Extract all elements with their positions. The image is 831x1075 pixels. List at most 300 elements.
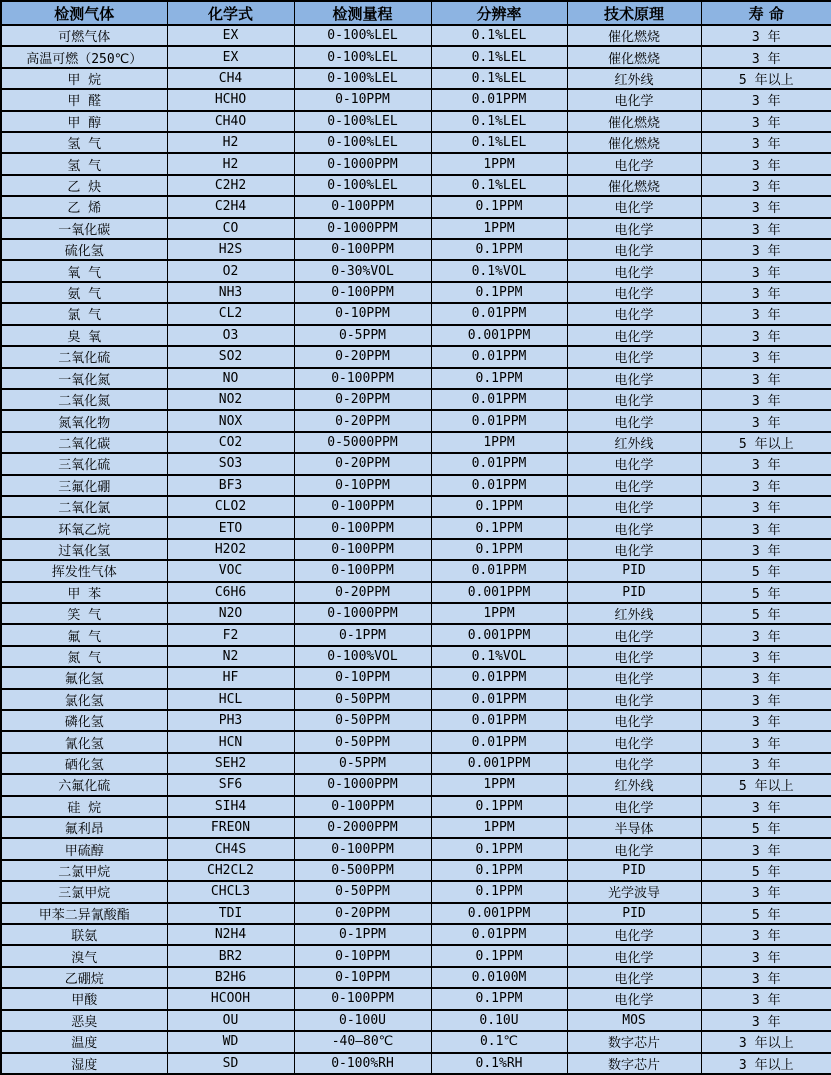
cell-lifespan: 3 年 — [701, 838, 831, 859]
column-header-gas: 检测气体 — [1, 1, 167, 25]
table-row — [1, 282, 831, 303]
cell-formula: CH4O — [167, 111, 294, 132]
cell-gas-name: 乙 炔 — [1, 175, 167, 196]
cell-range: 0-20PPM — [294, 453, 431, 474]
table-row — [1, 817, 831, 838]
column-header-formula: 化学式 — [167, 1, 294, 25]
cell-lifespan: 5 年以上 — [701, 774, 831, 795]
cell-principle: 半导体 — [567, 817, 701, 838]
cell-formula: PH3 — [167, 710, 294, 731]
cell-range: 0-5PPM — [294, 753, 431, 774]
cell-lifespan: 3 年 — [701, 539, 831, 560]
cell-gas-name: 挥发性气体 — [1, 560, 167, 581]
cell-range: 0-10PPM — [294, 475, 431, 496]
cell-principle: 电化学 — [567, 796, 701, 817]
cell-lifespan: 3 年 — [701, 325, 831, 346]
cell-gas-name: 氟利昂 — [1, 817, 167, 838]
cell-formula: SF6 — [167, 774, 294, 795]
cell-principle: 电化学 — [567, 624, 701, 645]
cell-range: 0-50PPM — [294, 881, 431, 902]
cell-range: 0-1000PPM — [294, 603, 431, 624]
cell-lifespan: 3 年 — [701, 881, 831, 902]
cell-formula: HF — [167, 667, 294, 688]
cell-range: 0-1PPM — [294, 924, 431, 945]
table-row — [1, 325, 831, 346]
cell-formula: CH4 — [167, 68, 294, 89]
cell-resolution: 0.01PPM — [431, 710, 567, 731]
cell-principle: 电化学 — [567, 988, 701, 1009]
cell-formula: CL2 — [167, 303, 294, 324]
cell-principle: 催化燃烧 — [567, 175, 701, 196]
cell-range: 0-100PPM — [294, 239, 431, 260]
cell-resolution: 0.1PPM — [431, 496, 567, 517]
cell-lifespan: 3 年 — [701, 667, 831, 688]
cell-formula: BF3 — [167, 475, 294, 496]
cell-principle: 数字芯片 — [567, 1053, 701, 1075]
cell-principle: 电化学 — [567, 153, 701, 174]
cell-range: -40—80℃ — [294, 1031, 431, 1052]
cell-principle: 电化学 — [567, 517, 701, 538]
cell-range: 0-100PPM — [294, 282, 431, 303]
cell-range: 0-1PPM — [294, 624, 431, 645]
cell-range: 0-100%VOL — [294, 646, 431, 667]
cell-lifespan: 3 年 — [701, 89, 831, 110]
cell-gas-name: 氰化氢 — [1, 731, 167, 752]
cell-gas-name: 臭 氧 — [1, 325, 167, 346]
cell-resolution: 0.1%VOL — [431, 260, 567, 281]
cell-gas-name: 三氧化硫 — [1, 453, 167, 474]
cell-gas-name: 甲 醇 — [1, 111, 167, 132]
cell-resolution: 0.1%LEL — [431, 25, 567, 46]
table-row — [1, 389, 831, 410]
cell-principle: 电化学 — [567, 282, 701, 303]
cell-lifespan: 5 年以上 — [701, 432, 831, 453]
column-header-range: 检测量程 — [294, 1, 431, 25]
cell-formula: H2 — [167, 153, 294, 174]
table-row — [1, 1010, 831, 1031]
cell-principle: 电化学 — [567, 924, 701, 945]
cell-formula: OU — [167, 1010, 294, 1031]
table-row — [1, 710, 831, 731]
cell-formula: N2H4 — [167, 924, 294, 945]
cell-lifespan: 3 年 — [701, 496, 831, 517]
cell-resolution: 0.1PPM — [431, 539, 567, 560]
column-header-resolution: 分辨率 — [431, 1, 567, 25]
cell-gas-name: 氮 气 — [1, 646, 167, 667]
cell-gas-name: 甲 烷 — [1, 68, 167, 89]
cell-range: 0-50PPM — [294, 731, 431, 752]
table-row — [1, 260, 831, 281]
cell-gas-name: 氟化氢 — [1, 667, 167, 688]
cell-lifespan: 3 年 — [701, 710, 831, 731]
cell-formula: N2 — [167, 646, 294, 667]
table-row — [1, 624, 831, 645]
table-row — [1, 111, 831, 132]
cell-gas-name: 甲酸 — [1, 988, 167, 1009]
cell-range: 0-100PPM — [294, 838, 431, 859]
cell-range: 0-100PPM — [294, 196, 431, 217]
cell-formula: FREON — [167, 817, 294, 838]
cell-range: 0-10PPM — [294, 303, 431, 324]
cell-range: 0-20PPM — [294, 410, 431, 431]
cell-resolution: 0.001PPM — [431, 325, 567, 346]
table-row — [1, 667, 831, 688]
cell-formula: CH2CL2 — [167, 860, 294, 881]
cell-resolution: 1PPM — [431, 432, 567, 453]
cell-range: 0-10PPM — [294, 667, 431, 688]
cell-gas-name: 氮氧化物 — [1, 410, 167, 431]
table-row — [1, 432, 831, 453]
cell-resolution: 0.1%RH — [431, 1053, 567, 1075]
cell-principle: 电化学 — [567, 260, 701, 281]
cell-range: 0-50PPM — [294, 710, 431, 731]
cell-lifespan: 3 年 — [701, 624, 831, 645]
cell-lifespan: 5 年 — [701, 903, 831, 924]
table-row — [1, 303, 831, 324]
column-header-lifespan: 寿 命 — [701, 1, 831, 25]
cell-range: 0-30%VOL — [294, 260, 431, 281]
table-header — [1, 1, 831, 25]
cell-gas-name: 氢 气 — [1, 132, 167, 153]
cell-formula: SO3 — [167, 453, 294, 474]
cell-formula: NOX — [167, 410, 294, 431]
cell-lifespan: 3 年 — [701, 389, 831, 410]
cell-resolution: 0.1%LEL — [431, 111, 567, 132]
cell-lifespan: 5 年 — [701, 582, 831, 603]
cell-formula: C2H4 — [167, 196, 294, 217]
cell-resolution: 1PPM — [431, 603, 567, 624]
cell-resolution: 0.01PPM — [431, 924, 567, 945]
cell-resolution: 0.01PPM — [431, 731, 567, 752]
cell-principle: 电化学 — [567, 239, 701, 260]
cell-range: 0-100%LEL — [294, 132, 431, 153]
cell-range: 0-1000PPM — [294, 774, 431, 795]
cell-gas-name: 甲硫醇 — [1, 838, 167, 859]
cell-formula: C6H6 — [167, 582, 294, 603]
cell-principle: 催化燃烧 — [567, 25, 701, 46]
table-row — [1, 796, 831, 817]
cell-range: 0-50PPM — [294, 689, 431, 710]
cell-gas-name: 硫化氢 — [1, 239, 167, 260]
table-row — [1, 924, 831, 945]
cell-resolution: 0.01PPM — [431, 475, 567, 496]
cell-formula: SO2 — [167, 346, 294, 367]
cell-principle: PID — [567, 560, 701, 581]
cell-range: 0-100PPM — [294, 988, 431, 1009]
cell-formula: CO — [167, 218, 294, 239]
cell-gas-name: 硒化氢 — [1, 753, 167, 774]
table-row — [1, 539, 831, 560]
cell-lifespan: 3 年 — [701, 945, 831, 966]
cell-gas-name: 硅 烷 — [1, 796, 167, 817]
cell-formula: F2 — [167, 624, 294, 645]
cell-range: 0-100PPM — [294, 368, 431, 389]
cell-gas-name: 温度 — [1, 1031, 167, 1052]
cell-resolution: 0.1℃ — [431, 1031, 567, 1052]
cell-principle: 电化学 — [567, 218, 701, 239]
cell-lifespan: 3 年 — [701, 646, 831, 667]
cell-lifespan: 5 年 — [701, 817, 831, 838]
cell-gas-name: 二氧化硫 — [1, 346, 167, 367]
cell-gas-name: 二氧化氮 — [1, 389, 167, 410]
cell-gas-name: 氯 气 — [1, 303, 167, 324]
cell-gas-name: 联氨 — [1, 924, 167, 945]
cell-formula: HCOOH — [167, 988, 294, 1009]
cell-principle: 催化燃烧 — [567, 111, 701, 132]
cell-range: 0-10PPM — [294, 945, 431, 966]
cell-lifespan: 3 年 — [701, 689, 831, 710]
cell-resolution: 0.01PPM — [431, 346, 567, 367]
cell-lifespan: 3 年 — [701, 46, 831, 67]
cell-resolution: 0.1%LEL — [431, 68, 567, 89]
cell-gas-name: 甲苯二异氰酸酯 — [1, 903, 167, 924]
cell-principle: 电化学 — [567, 89, 701, 110]
cell-gas-name: 一氧化氮 — [1, 368, 167, 389]
cell-lifespan: 3 年 — [701, 475, 831, 496]
table-row — [1, 731, 831, 752]
cell-principle: 电化学 — [567, 368, 701, 389]
cell-range: 0-20PPM — [294, 346, 431, 367]
cell-principle: 电化学 — [567, 539, 701, 560]
cell-formula: H2S — [167, 239, 294, 260]
table-row — [1, 945, 831, 966]
cell-range: 0-100PPM — [294, 517, 431, 538]
cell-resolution: 0.1PPM — [431, 796, 567, 817]
cell-resolution: 0.001PPM — [431, 582, 567, 603]
cell-gas-name: 二氧化氯 — [1, 496, 167, 517]
cell-principle: 电化学 — [567, 646, 701, 667]
table-row — [1, 1031, 831, 1052]
cell-principle: 电化学 — [567, 838, 701, 859]
cell-gas-name: 甲 醛 — [1, 89, 167, 110]
cell-formula: VOC — [167, 560, 294, 581]
cell-lifespan: 5 年 — [701, 860, 831, 881]
cell-formula: SIH4 — [167, 796, 294, 817]
cell-range: 0-100%LEL — [294, 111, 431, 132]
table-row — [1, 560, 831, 581]
cell-formula: B2H6 — [167, 967, 294, 988]
cell-formula: NO — [167, 368, 294, 389]
cell-gas-name: 可燃气体 — [1, 25, 167, 46]
cell-principle: 催化燃烧 — [567, 46, 701, 67]
cell-resolution: 0.1PPM — [431, 988, 567, 1009]
cell-lifespan: 3 年以上 — [701, 1031, 831, 1052]
cell-formula: O2 — [167, 260, 294, 281]
cell-formula: EX — [167, 46, 294, 67]
cell-lifespan: 3 年 — [701, 239, 831, 260]
cell-lifespan: 3 年 — [701, 453, 831, 474]
table-row — [1, 881, 831, 902]
cell-resolution: 0.01PPM — [431, 560, 567, 581]
cell-lifespan: 3 年 — [701, 218, 831, 239]
cell-range: 0-100%LEL — [294, 175, 431, 196]
cell-principle: PID — [567, 903, 701, 924]
cell-formula: C2H2 — [167, 175, 294, 196]
cell-formula: EX — [167, 25, 294, 46]
cell-lifespan: 3 年 — [701, 368, 831, 389]
cell-gas-name: 氨 气 — [1, 282, 167, 303]
cell-resolution: 0.01PPM — [431, 389, 567, 410]
table-row — [1, 838, 831, 859]
cell-resolution: 0.1PPM — [431, 196, 567, 217]
cell-principle: 催化燃烧 — [567, 132, 701, 153]
cell-resolution: 0.1PPM — [431, 881, 567, 902]
table-row — [1, 646, 831, 667]
cell-gas-name: 乙 烯 — [1, 196, 167, 217]
cell-gas-name: 二氯甲烷 — [1, 860, 167, 881]
cell-lifespan: 3 年 — [701, 303, 831, 324]
cell-principle: 光学波导 — [567, 881, 701, 902]
cell-lifespan: 3 年 — [701, 346, 831, 367]
cell-resolution: 0.1PPM — [431, 838, 567, 859]
cell-resolution: 1PPM — [431, 817, 567, 838]
table-row — [1, 689, 831, 710]
cell-resolution: 0.01PPM — [431, 453, 567, 474]
table-row — [1, 496, 831, 517]
cell-range: 0-100%LEL — [294, 25, 431, 46]
cell-resolution: 0.1PPM — [431, 239, 567, 260]
cell-lifespan: 3 年 — [701, 796, 831, 817]
cell-principle: 数字芯片 — [567, 1031, 701, 1052]
cell-gas-name: 乙硼烷 — [1, 967, 167, 988]
cell-gas-name: 高温可燃（250℃） — [1, 46, 167, 67]
cell-lifespan: 3 年 — [701, 260, 831, 281]
cell-formula: O3 — [167, 325, 294, 346]
cell-lifespan: 3 年 — [701, 988, 831, 1009]
cell-lifespan: 3 年 — [701, 25, 831, 46]
cell-resolution: 0.1%VOL — [431, 646, 567, 667]
cell-principle: 电化学 — [567, 689, 701, 710]
cell-resolution: 0.1PPM — [431, 368, 567, 389]
cell-resolution: 0.1PPM — [431, 860, 567, 881]
cell-resolution: 0.001PPM — [431, 903, 567, 924]
table-row — [1, 68, 831, 89]
table-row — [1, 368, 831, 389]
cell-lifespan: 3 年 — [701, 731, 831, 752]
cell-lifespan: 3 年 — [701, 282, 831, 303]
cell-formula: SEH2 — [167, 753, 294, 774]
cell-lifespan: 5 年以上 — [701, 68, 831, 89]
cell-gas-name: 甲 苯 — [1, 582, 167, 603]
cell-principle: 电化学 — [567, 453, 701, 474]
cell-formula: BR2 — [167, 945, 294, 966]
table-row — [1, 239, 831, 260]
cell-range: 0-100PPM — [294, 560, 431, 581]
cell-lifespan: 3 年 — [701, 132, 831, 153]
cell-resolution: 0.01PPM — [431, 689, 567, 710]
table-row — [1, 774, 831, 795]
cell-principle: 电化学 — [567, 967, 701, 988]
cell-range: 0-2000PPM — [294, 817, 431, 838]
cell-gas-name: 氧 气 — [1, 260, 167, 281]
cell-resolution: 0.0100M — [431, 967, 567, 988]
cell-gas-name: 氟 气 — [1, 624, 167, 645]
table-row — [1, 196, 831, 217]
cell-principle: 电化学 — [567, 346, 701, 367]
table-row — [1, 410, 831, 431]
cell-gas-name: 一氧化碳 — [1, 218, 167, 239]
cell-resolution: 0.1PPM — [431, 282, 567, 303]
cell-gas-name: 二氧化碳 — [1, 432, 167, 453]
cell-resolution: 1PPM — [431, 153, 567, 174]
cell-resolution: 0.10U — [431, 1010, 567, 1031]
cell-gas-name: 磷化氢 — [1, 710, 167, 731]
cell-formula: NH3 — [167, 282, 294, 303]
cell-formula: HCHO — [167, 89, 294, 110]
cell-range: 0-100%RH — [294, 1053, 431, 1075]
table-row — [1, 46, 831, 67]
cell-principle: 电化学 — [567, 325, 701, 346]
cell-principle: 红外线 — [567, 432, 701, 453]
cell-lifespan: 3 年 — [701, 111, 831, 132]
cell-range: 0-10PPM — [294, 967, 431, 988]
cell-gas-name: 环氧乙烷 — [1, 517, 167, 538]
cell-range: 0-100U — [294, 1010, 431, 1031]
table-row — [1, 475, 831, 496]
table-row — [1, 517, 831, 538]
cell-resolution: 0.1PPM — [431, 945, 567, 966]
cell-principle: 电化学 — [567, 710, 701, 731]
table-body — [1, 25, 831, 1074]
cell-range: 0-1000PPM — [294, 218, 431, 239]
table-row — [1, 25, 831, 46]
cell-resolution: 0.01PPM — [431, 667, 567, 688]
cell-principle: PID — [567, 582, 701, 603]
cell-range: 0-5000PPM — [294, 432, 431, 453]
cell-formula: H2O2 — [167, 539, 294, 560]
cell-formula: SD — [167, 1053, 294, 1075]
cell-lifespan: 3 年 — [701, 153, 831, 174]
cell-gas-name: 三氯甲烷 — [1, 881, 167, 902]
cell-principle: PID — [567, 860, 701, 881]
cell-resolution: 0.1PPM — [431, 517, 567, 538]
cell-principle: 电化学 — [567, 196, 701, 217]
table-row — [1, 903, 831, 924]
table-row — [1, 218, 831, 239]
table-row — [1, 582, 831, 603]
cell-principle: 电化学 — [567, 475, 701, 496]
cell-range: 0-100%LEL — [294, 46, 431, 67]
cell-principle: 电化学 — [567, 667, 701, 688]
cell-range: 0-100PPM — [294, 796, 431, 817]
table-row — [1, 988, 831, 1009]
cell-gas-name: 过氧化氢 — [1, 539, 167, 560]
cell-resolution: 0.1%LEL — [431, 175, 567, 196]
cell-lifespan: 3 年 — [701, 517, 831, 538]
cell-range: 0-5PPM — [294, 325, 431, 346]
cell-principle: 红外线 — [567, 774, 701, 795]
cell-formula: WD — [167, 1031, 294, 1052]
cell-gas-name: 六氟化硫 — [1, 774, 167, 795]
cell-resolution: 0.1%LEL — [431, 46, 567, 67]
cell-lifespan: 3 年 — [701, 967, 831, 988]
table-row — [1, 346, 831, 367]
cell-principle: 电化学 — [567, 303, 701, 324]
column-header-principle: 技术原理 — [567, 1, 701, 25]
cell-formula: CLO2 — [167, 496, 294, 517]
table-row — [1, 753, 831, 774]
cell-formula: H2 — [167, 132, 294, 153]
cell-range: 0-100%LEL — [294, 68, 431, 89]
cell-principle: 电化学 — [567, 753, 701, 774]
cell-lifespan: 5 年 — [701, 560, 831, 581]
cell-principle: 电化学 — [567, 496, 701, 517]
cell-principle: 电化学 — [567, 389, 701, 410]
cell-principle: MOS — [567, 1010, 701, 1031]
cell-lifespan: 3 年以上 — [701, 1053, 831, 1075]
cell-gas-name: 溴气 — [1, 945, 167, 966]
cell-range: 0-1000PPM — [294, 153, 431, 174]
